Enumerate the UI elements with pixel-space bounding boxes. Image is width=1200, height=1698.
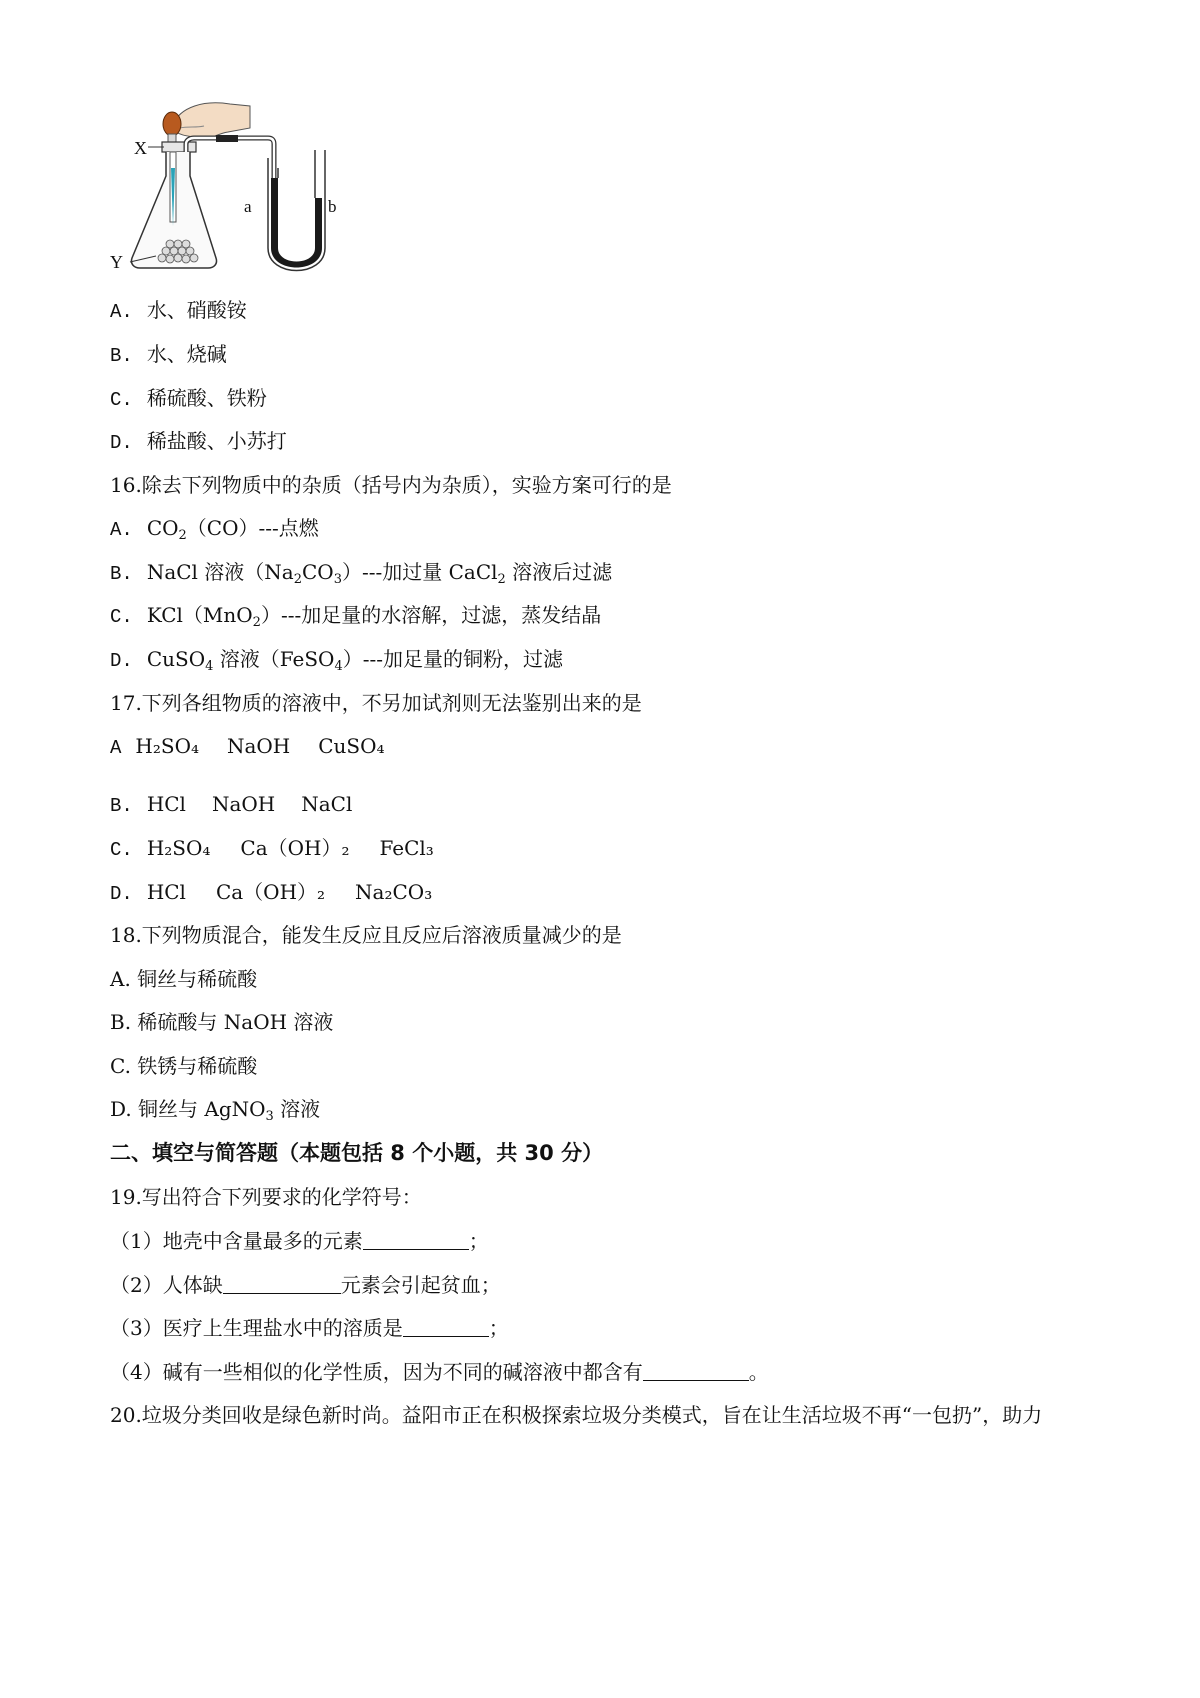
subscript: 3 (333, 572, 342, 587)
label-a: a (244, 197, 252, 216)
option-letter: D. (110, 650, 133, 672)
label-b: b (328, 197, 337, 216)
subscript: 4 (205, 659, 214, 674)
item-text: （3）医疗上生理盐水中的溶质是 (110, 1316, 403, 1340)
formula-part: NaCl 溶液（Na (146, 560, 294, 584)
item-text: ； (468, 1229, 489, 1253)
q17-option-a (110, 733, 385, 761)
option-text: 稀盐酸、小苏打 (146, 429, 287, 453)
formula-part: 溶液 (273, 1097, 321, 1121)
subscript: 3 (265, 1109, 274, 1124)
option-text: 水、硝酸铵 (146, 298, 247, 322)
option-letter: C. (110, 389, 133, 411)
formula: FeCl₃ (379, 836, 434, 860)
item-text: （1）地壳中含量最多的元素 (110, 1229, 363, 1253)
q15-option-a (110, 297, 247, 325)
q16-option-b (110, 559, 612, 587)
formula: NaOH (211, 792, 276, 816)
item-text: 元素会引起贫血； (340, 1273, 501, 1297)
label-x: X (134, 138, 147, 158)
q19-item-1 (110, 1228, 489, 1254)
formula-part: ）---加足量的铜粉，过滤 (342, 647, 564, 671)
q19-item-3 (110, 1315, 509, 1341)
item-text: ； (488, 1316, 509, 1340)
formula: NaOH (226, 734, 291, 758)
subscript: 4 (334, 659, 343, 674)
subscript: 2 (252, 615, 261, 630)
answer-blank[interactable] (223, 1273, 341, 1294)
option-letter: A (110, 737, 122, 759)
option-letter: A. (110, 519, 133, 541)
q15-option-d (110, 428, 287, 456)
q17-option-d (110, 879, 432, 907)
q17-option-c (110, 835, 434, 863)
answer-blank[interactable] (363, 1229, 469, 1250)
formula-part: CuSO (146, 647, 206, 671)
q15-option-b (110, 341, 227, 369)
item-text: （2）人体缺 (110, 1273, 223, 1297)
answer-blank[interactable] (643, 1360, 749, 1381)
item-text: （4）碱有一些相似的化学性质，因为不同的碱溶液中都含有 (110, 1360, 643, 1384)
subscript: 2 (178, 528, 187, 543)
formula-part: D. 铜丝与 AgNO (110, 1097, 266, 1121)
option-letter: C. (110, 839, 133, 861)
dropper-bulb (163, 112, 181, 136)
formula: H₂SO₄ (146, 836, 211, 860)
q19-item-4 (110, 1359, 769, 1385)
q18-option-a: A. 铜丝与稀硫酸 (110, 967, 258, 991)
formula: NaCl (301, 792, 353, 816)
q16-stem: 16.除去下列物质中的杂质（括号内为杂质），实验方案可行的是 (110, 473, 672, 497)
answer-blank[interactable] (403, 1316, 489, 1337)
formula-part: CO (302, 560, 334, 584)
option-letter: B. (110, 345, 133, 367)
formula-part: 溶液后过滤 (505, 560, 613, 584)
q16-option-c (110, 602, 601, 630)
option-letter: D. (110, 432, 133, 454)
formula-part: 溶液（FeSO (213, 647, 335, 671)
formula: HCl (146, 880, 186, 904)
q17-option-b (110, 791, 352, 819)
q19-stem: 19.写出符合下列要求的化学符号： (110, 1185, 422, 1209)
formula-part: CO (146, 516, 179, 540)
q20-stem: 20.垃圾分类回收是绿色新时尚。益阳市正在积极探索垃圾分类模式，旨在让生活垃圾不再“一包扔”，助力 (110, 1403, 1043, 1427)
formula-part: KCl（MnO (146, 603, 253, 627)
formula-part: （CO）---点燃 (186, 516, 319, 540)
q17-stem: 17.下列各组物质的溶液中，不另加试剂则无法鉴别出来的是 (110, 691, 642, 715)
formula-part: ）---加足量的水溶解，过滤，蒸发结晶 (260, 603, 602, 627)
q15-option-c (110, 385, 267, 413)
option-letter: C. (110, 606, 133, 628)
formula: H₂SO₄ (135, 734, 199, 758)
formula: Ca（OH）₂ (240, 836, 350, 860)
label-y: Y (110, 252, 123, 272)
stopper (162, 142, 196, 152)
formula: HCl (146, 792, 186, 816)
item-text: 。 (748, 1360, 769, 1384)
option-letter: B. (110, 795, 133, 817)
subscript: 2 (497, 572, 506, 587)
q16-option-d (110, 646, 563, 674)
section-heading: 二、填空与简答题（本题包括 8 个小题，共 30 分） (110, 1141, 604, 1165)
option-letter: B. (110, 563, 133, 585)
formula: Na₂CO₃ (355, 880, 433, 904)
q18-option-d (110, 1096, 320, 1122)
q16-option-a (110, 515, 319, 543)
apparatus-figure (110, 98, 370, 298)
hand-shape (172, 103, 250, 139)
q18-option-b: B. 稀硫酸与 NaOH 溶液 (110, 1010, 334, 1034)
q19-item-2 (110, 1272, 501, 1298)
q18-stem: 18.下列物质混合，能发生反应且反应后溶液质量减少的是 (110, 923, 622, 947)
formula: CuSO₄ (318, 734, 385, 758)
subscript: 2 (293, 572, 302, 587)
option-text: 稀硫酸、铁粉 (146, 386, 267, 410)
formula-part: ）---加过量 CaCl (341, 560, 498, 584)
option-letter: D. (110, 883, 133, 905)
option-text: 水、烧碱 (146, 342, 227, 366)
q18-option-c: C. 铁锈与稀硫酸 (110, 1054, 258, 1078)
option-letter: A. (110, 301, 133, 323)
formula: Ca（OH）₂ (215, 880, 326, 904)
